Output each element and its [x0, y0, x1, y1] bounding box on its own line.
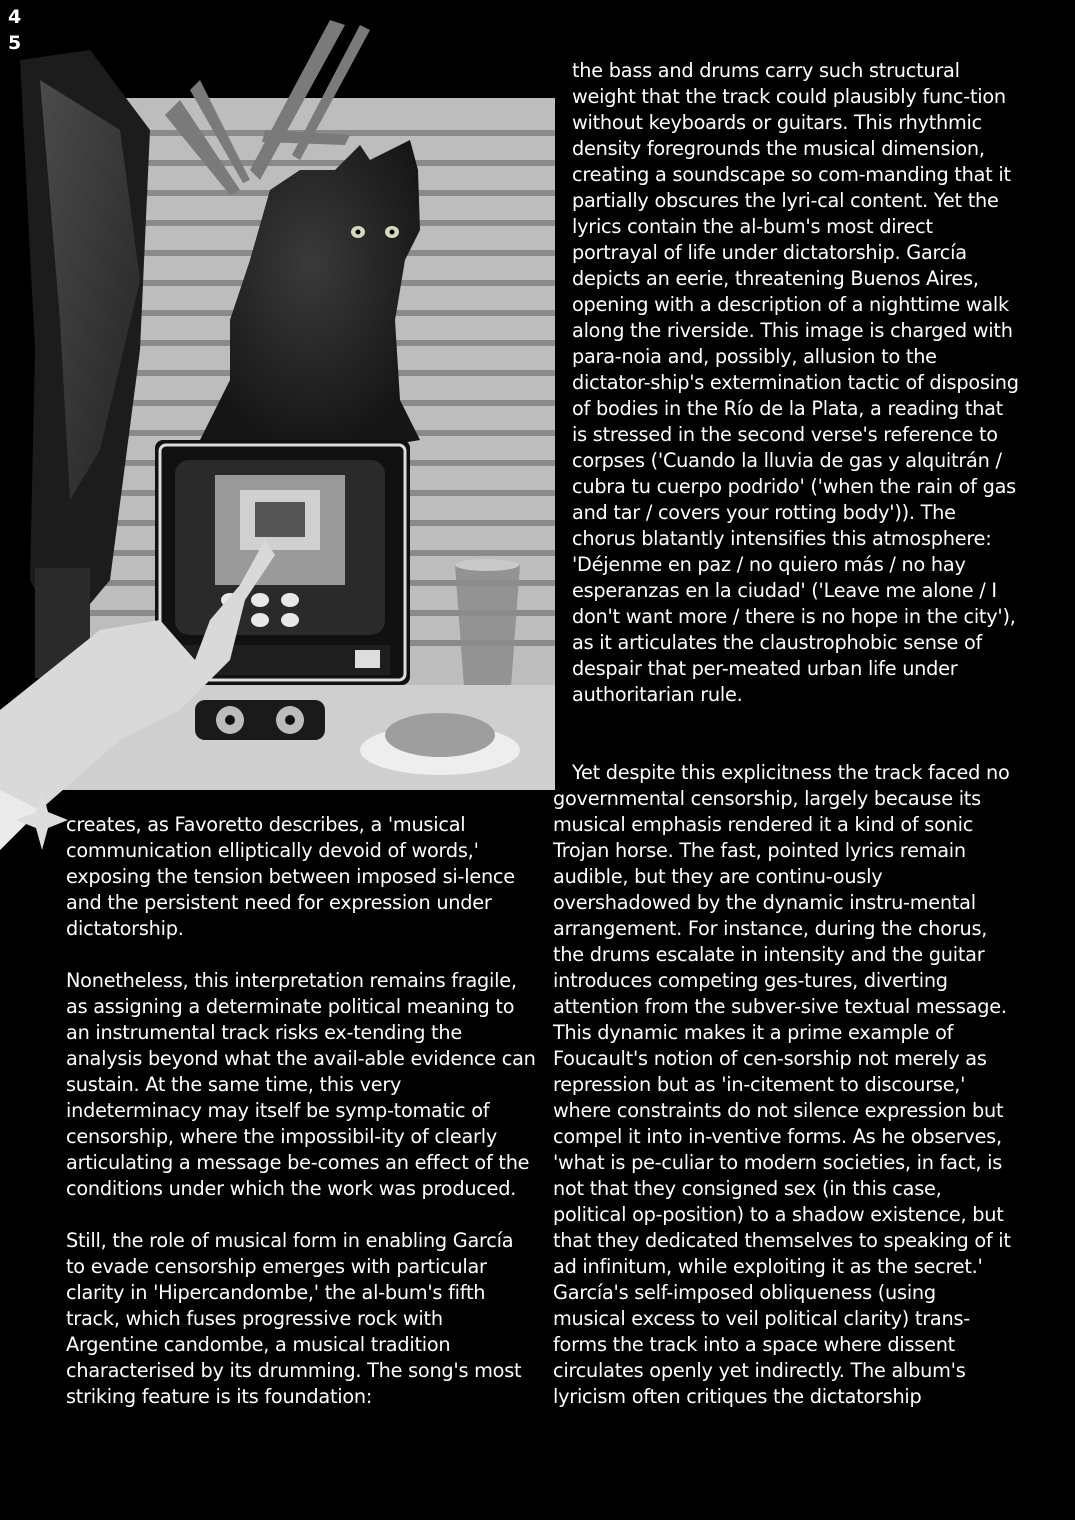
food	[385, 713, 495, 757]
paragraph: creates, as Favoretto describes, a 'musical communication elliptically devoid of words,' exposing the tension between imposed si-lence and the persistent need for expression under dictatorship.	[66, 813, 515, 940]
right-column-bottom	[553, 760, 1013, 1410]
collage-image	[0, 20, 560, 850]
paragraph: Nonetheless, this interpretation remains fragile, as assigning a determinate political meaning to an instrumental track risks ex-tending the analysis beyond what the avail-able evidence can sustain. At the same time, this very indeterminacy may itself be symp-tomatic of censorship, where the impossibil-ity of clearly articulating a message be-comes an effect of the conditions under which the work was produced.	[66, 969, 536, 1200]
paragraph: Yet despite this explicitness the track faced no governmental censorship, largely because its musical emphasis rendered it a kind of sonic Trojan horse. The fast, pointed lyrics remain audible, but they are continu-ously overshadowed by the dynamic instru-mental arrangement. For instance, during the chorus, the drums escalate in intensity and the guitar introduces competing ges-tures, diverting attention from the subver-sive textual message. This dynamic makes it a prime example of Foucault's notion of cen-sorship not merely as repression but as 'in-citement to discourse,' where constraints do not silence expression but compel it into in-ventive forms. As he observes, 'what is pe-culiar to modern societies, in fact, is not that they consigned sex (in this case, political op-position) to a shadow existence, but that they dedicated themselves to speaking of it ad infinitum, while exploiting it as the secret.' García's self-imposed obliqueness (using musical excess to veil political clarity) trans-forms the track into a space where dissent circulates openly yet indirectly. The album's lyricism often critiques the dictatorship	[553, 761, 1011, 1408]
right-column-top	[572, 58, 1020, 708]
eyeglasses	[195, 700, 325, 740]
page-number-digit: 4	[8, 6, 22, 28]
paragraph: Still, the role of musical form in enabling García to evade censorship emerges with particular clarity in 'Hipercandombe,' the al-bum's fifth track, which fuses progressive rock with Argentine candombe, a musical tradition characterised by its drumming. The song's most striking feature is its foundation:	[66, 1229, 522, 1408]
left-column	[66, 812, 536, 1410]
television	[155, 440, 410, 685]
glass	[455, 559, 520, 700]
page-number-digit: 5	[8, 32, 22, 54]
paragraph: the bass and drums carry such structural weight that the track could plausibly func-tion without keyboards or guitars. This rhythmic density foregrounds the musical dimension, creating a soundscape so com-manding that it partially obscures the lyri-cal content. Yet the lyrics contain the al-bum's most direct portrayal of life under dictatorship. García depicts an eerie, threatening Buenos Aires, opening with a description of a nighttime walk along the riverside. This image is charged with para-noia and, possibly, allusion to the dictator-ship's extermination tactic of disposing of bodies in the Río de la Plata, a reading that is stressed in the second verse's reference to corpses ('Cuando la lluvia de gas y alquitrán / cubra tu cuerpo podrido' ('when the rain of gas and tar / covers your rotting body')). The chorus blatantly intensifies this atmosphere: 'Déjenme en paz / no quiero más / no hay esperanzas en la ciudad' ('Leave me alone / I don't want more / there is no hope in the city'), as it articulates the claustrophobic sense of despair that per-meated urban life under authoritarian rule.	[572, 59, 1019, 706]
